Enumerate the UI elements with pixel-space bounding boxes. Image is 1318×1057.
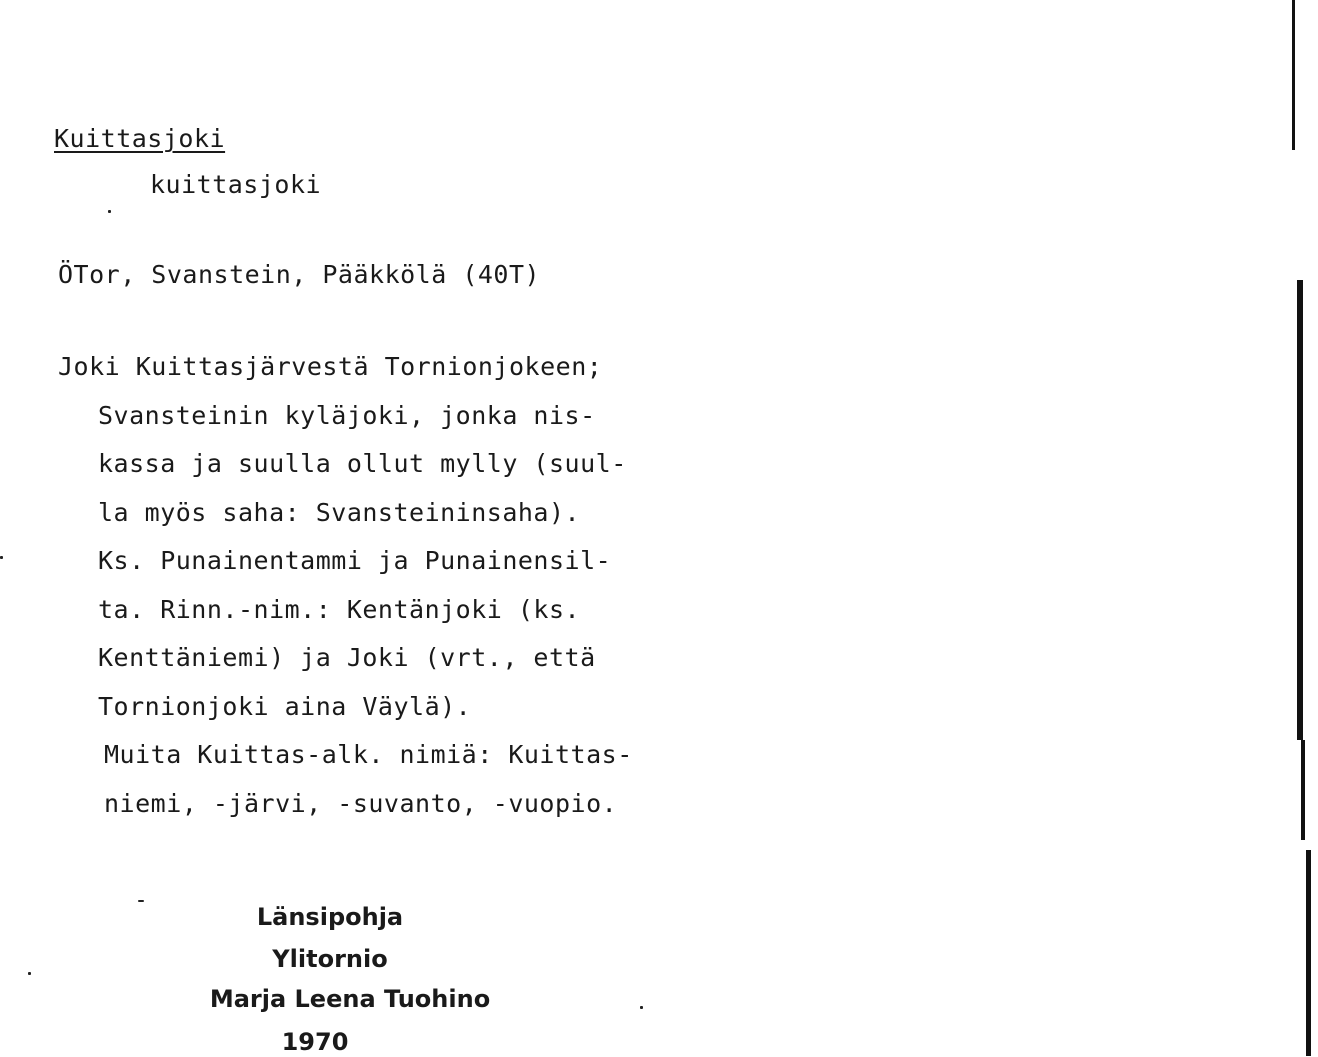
scan-speck	[28, 972, 31, 975]
scan-speck	[138, 900, 144, 902]
scan-speck	[0, 556, 3, 559]
description-line: Ks. Punainentammi ja Punainensil-	[98, 546, 612, 575]
description-line: Muita Kuittas-alk. nimiä: Kuittas-	[104, 740, 633, 769]
entry-description	[58, 352, 633, 837]
description-line: Joki Kuittasjärvestä Tornionjokeen;	[58, 352, 603, 381]
stamp-region: Länsipohja	[256, 903, 404, 931]
entry-source: ÖTor, Svanstein, Pääkkölä (40T)	[58, 260, 541, 289]
scan-speck	[108, 210, 111, 213]
description-line: la myös saha: Svansteininsaha).	[98, 497, 581, 527]
card-edge-line	[1292, 0, 1295, 150]
card-edge-line	[1297, 280, 1303, 740]
card-edge-line	[1301, 740, 1305, 840]
description-line: niemi, -järvi, -suvanto, -vuopio.	[104, 788, 618, 818]
stamp-parish: Ylitornio	[272, 945, 388, 973]
description-line: kassa ja suulla ollut mylly (suul-	[98, 449, 627, 478]
scan-speck	[640, 1006, 643, 1009]
description-line: ta. Rinn.-nim.: Kentänjoki (ks.	[98, 594, 581, 624]
description-line: Svansteinin kyläjoki, jonka nis-	[98, 400, 596, 430]
entry-pronunciation: kuittasjoki	[150, 170, 322, 199]
stamp-collector: Marja Leena Tuohino	[209, 985, 491, 1013]
stamp-year: 1970	[281, 1028, 349, 1056]
entry-title: Kuittasjoki	[54, 124, 226, 153]
card-edge-line	[1306, 850, 1311, 1056]
description-line: Kenttäniemi) ja Joki (vrt., että	[98, 643, 596, 672]
description-line: Tornionjoki aina Väylä).	[98, 691, 472, 721]
